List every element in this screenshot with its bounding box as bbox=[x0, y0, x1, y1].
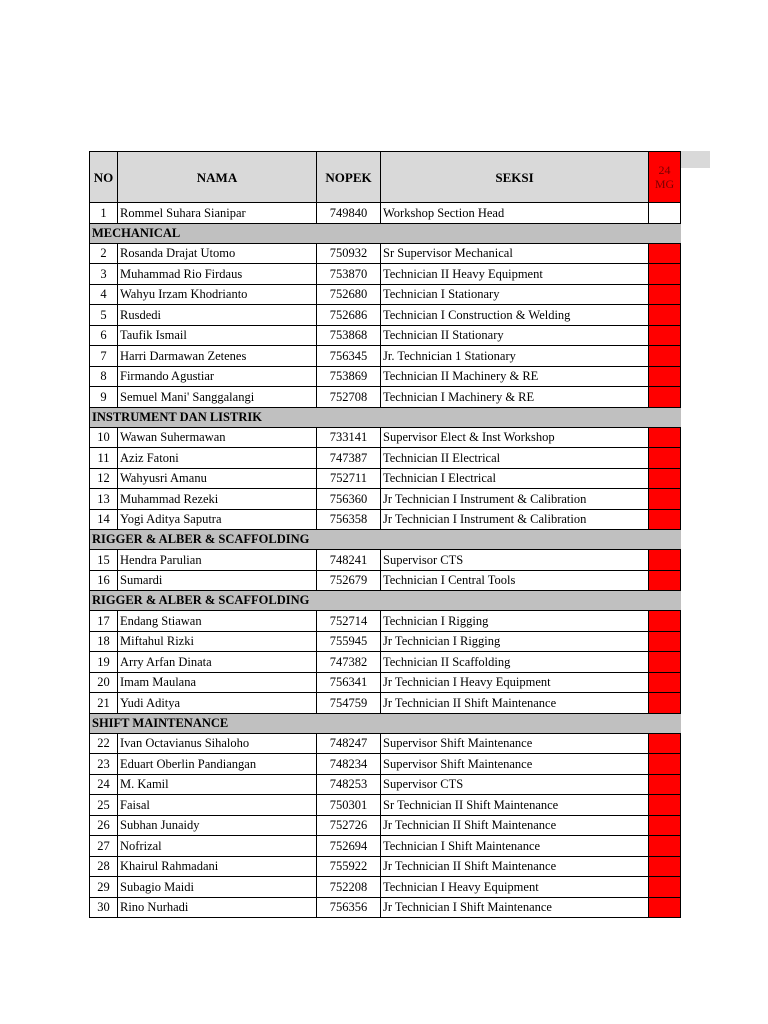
cell-no: 26 bbox=[90, 815, 118, 836]
cell-seksi: Technician I Electrical bbox=[381, 468, 649, 489]
table-row bbox=[90, 570, 681, 591]
section-row bbox=[90, 223, 681, 243]
cell-nopek: 747387 bbox=[317, 448, 381, 469]
cell-nama: Rino Nurhadi bbox=[118, 897, 317, 918]
cell-seksi: Technician II Scaffolding bbox=[381, 652, 649, 673]
cell-no: 8 bbox=[90, 366, 118, 387]
table-row bbox=[90, 325, 681, 346]
table-row bbox=[90, 366, 681, 387]
cell-nama: Semuel Mani' Sanggalangi bbox=[118, 387, 317, 408]
cell-nama: Yudi Aditya bbox=[118, 693, 317, 714]
cell-no: 24 bbox=[90, 774, 118, 795]
cell-nopek: 753868 bbox=[317, 325, 381, 346]
cell-nopek: 753870 bbox=[317, 264, 381, 285]
table-row bbox=[90, 693, 681, 714]
status-flag-cell bbox=[649, 387, 681, 408]
status-flag-cell bbox=[649, 795, 681, 816]
cell-nama: Sumardi bbox=[118, 570, 317, 591]
section-label: RIGGER & ALBER & SCAFFOLDING bbox=[90, 591, 649, 611]
cell-nopek: 752686 bbox=[317, 305, 381, 326]
cell-nopek: 750932 bbox=[317, 243, 381, 264]
cell-seksi: Technician II Heavy Equipment bbox=[381, 264, 649, 285]
status-flag-cell bbox=[649, 325, 681, 346]
table-row bbox=[90, 631, 681, 652]
cell-nopek: 748234 bbox=[317, 754, 381, 775]
table-row bbox=[90, 509, 681, 530]
table-row bbox=[90, 856, 681, 877]
table-row bbox=[90, 795, 681, 816]
cell-seksi: Jr Technician I Rigging bbox=[381, 631, 649, 652]
table-row bbox=[90, 305, 681, 326]
cell-seksi: Jr Technician I Shift Maintenance bbox=[381, 897, 649, 918]
table-row bbox=[90, 203, 681, 224]
cell-seksi: Sr Supervisor Mechanical bbox=[381, 243, 649, 264]
status-flag-cell bbox=[649, 611, 681, 632]
section-flag-cell bbox=[649, 407, 681, 427]
cell-nopek: 754759 bbox=[317, 693, 381, 714]
cell-nopek: 756360 bbox=[317, 489, 381, 510]
cell-nopek: 752708 bbox=[317, 387, 381, 408]
status-flag-cell bbox=[649, 509, 681, 530]
cell-nama: Rommel Suhara Sianipar bbox=[118, 203, 317, 224]
status-flag-cell bbox=[649, 366, 681, 387]
cell-nopek: 753869 bbox=[317, 366, 381, 387]
table-row bbox=[90, 672, 681, 693]
cell-no: 15 bbox=[90, 550, 118, 571]
table-row bbox=[90, 264, 681, 285]
cell-no: 3 bbox=[90, 264, 118, 285]
cell-nopek: 756341 bbox=[317, 672, 381, 693]
cell-seksi: Supervisor Shift Maintenance bbox=[381, 733, 649, 754]
cell-seksi: Technician I Shift Maintenance bbox=[381, 836, 649, 857]
cell-nama: Ivan Octavianus Sihaloho bbox=[118, 733, 317, 754]
cell-nama: Faisal bbox=[118, 795, 317, 816]
cell-nama: Wahyusri Amanu bbox=[118, 468, 317, 489]
cell-nopek: 752726 bbox=[317, 815, 381, 836]
status-flag-cell bbox=[649, 264, 681, 285]
status-flag-cell bbox=[649, 468, 681, 489]
table-row bbox=[90, 815, 681, 836]
cell-nopek: 752694 bbox=[317, 836, 381, 857]
section-label: RIGGER & ALBER & SCAFFOLDING bbox=[90, 530, 649, 550]
cell-seksi: Jr Technician I Instrument & Calibration bbox=[381, 489, 649, 510]
status-flag-cell bbox=[649, 652, 681, 673]
section-flag-cell bbox=[649, 530, 681, 550]
table-row bbox=[90, 611, 681, 632]
table-row bbox=[90, 468, 681, 489]
cell-seksi: Jr Technician I Instrument & Calibration bbox=[381, 509, 649, 530]
cell-nama: Miftahul Rizki bbox=[118, 631, 317, 652]
cell-nama: Wahyu Irzam Khodrianto bbox=[118, 284, 317, 305]
cell-no: 29 bbox=[90, 877, 118, 898]
cell-nopek: 748247 bbox=[317, 733, 381, 754]
cell-nama: Muhammad Rio Firdaus bbox=[118, 264, 317, 285]
cell-nama: Harri Darmawan Zetenes bbox=[118, 346, 317, 367]
cell-no: 2 bbox=[90, 243, 118, 264]
section-row bbox=[90, 713, 681, 733]
cell-nopek: 748241 bbox=[317, 550, 381, 571]
cell-seksi: Technician II Stationary bbox=[381, 325, 649, 346]
status-flag-cell bbox=[649, 203, 681, 224]
cell-no: 12 bbox=[90, 468, 118, 489]
cell-no: 23 bbox=[90, 754, 118, 775]
status-flag-cell bbox=[649, 427, 681, 448]
cell-no: 27 bbox=[90, 836, 118, 857]
header-nopek: NOPEK bbox=[317, 152, 381, 203]
cell-nama: Firmando Agustiar bbox=[118, 366, 317, 387]
cell-no: 17 bbox=[90, 611, 118, 632]
header-no: NO bbox=[90, 152, 118, 203]
cell-nopek: 755922 bbox=[317, 856, 381, 877]
cell-no: 16 bbox=[90, 570, 118, 591]
cell-nama: Taufik Ismail bbox=[118, 325, 317, 346]
cell-seksi: Jr. Technician 1 Stationary bbox=[381, 346, 649, 367]
cell-nama: Rusdedi bbox=[118, 305, 317, 326]
status-flag-cell bbox=[649, 570, 681, 591]
cell-nopek: 752679 bbox=[317, 570, 381, 591]
status-flag-cell bbox=[649, 672, 681, 693]
table-row bbox=[90, 346, 681, 367]
cell-nama: Nofrizal bbox=[118, 836, 317, 857]
cell-seksi: Jr Technician II Shift Maintenance bbox=[381, 693, 649, 714]
header-extension-bar bbox=[680, 151, 710, 168]
cell-nama: Eduart Oberlin Pandiangan bbox=[118, 754, 317, 775]
table-row bbox=[90, 489, 681, 510]
cell-nopek: 747382 bbox=[317, 652, 381, 673]
table-row bbox=[90, 897, 681, 918]
cell-seksi: Jr Technician II Shift Maintenance bbox=[381, 815, 649, 836]
cell-no: 28 bbox=[90, 856, 118, 877]
table-row bbox=[90, 387, 681, 408]
cell-nama: Subagio Maidi bbox=[118, 877, 317, 898]
cell-no: 22 bbox=[90, 733, 118, 754]
status-flag-cell bbox=[649, 243, 681, 264]
header-nama: NAMA bbox=[118, 152, 317, 203]
cell-no: 1 bbox=[90, 203, 118, 224]
cell-nama: Hendra Parulian bbox=[118, 550, 317, 571]
cell-no: 10 bbox=[90, 427, 118, 448]
cell-seksi: Supervisor CTS bbox=[381, 550, 649, 571]
cell-nama: M. Kamil bbox=[118, 774, 317, 795]
cell-nama: Yogi Aditya Saputra bbox=[118, 509, 317, 530]
table-row bbox=[90, 774, 681, 795]
status-flag-cell bbox=[649, 284, 681, 305]
cell-nama: Khairul Rahmadani bbox=[118, 856, 317, 877]
cell-no: 18 bbox=[90, 631, 118, 652]
cell-no: 4 bbox=[90, 284, 118, 305]
table-row bbox=[90, 652, 681, 673]
cell-seksi: Technician I Machinery & RE bbox=[381, 387, 649, 408]
section-flag-cell bbox=[649, 223, 681, 243]
header-flag: 24 MG bbox=[649, 152, 681, 203]
cell-nopek: 733141 bbox=[317, 427, 381, 448]
table-row bbox=[90, 733, 681, 754]
cell-nopek: 755945 bbox=[317, 631, 381, 652]
status-flag-cell bbox=[649, 693, 681, 714]
section-label: INSTRUMENT DAN LISTRIK bbox=[90, 407, 649, 427]
section-label: SHIFT MAINTENANCE bbox=[90, 713, 649, 733]
table-row bbox=[90, 550, 681, 571]
status-flag-cell bbox=[649, 631, 681, 652]
status-flag-cell bbox=[649, 346, 681, 367]
cell-seksi: Technician I Rigging bbox=[381, 611, 649, 632]
cell-nopek: 752711 bbox=[317, 468, 381, 489]
cell-nama: Arry Arfan Dinata bbox=[118, 652, 317, 673]
cell-no: 11 bbox=[90, 448, 118, 469]
cell-seksi: Technician I Central Tools bbox=[381, 570, 649, 591]
header-row bbox=[90, 152, 681, 203]
header-seksi: SEKSI bbox=[381, 152, 649, 203]
section-row bbox=[90, 591, 681, 611]
table-row bbox=[90, 448, 681, 469]
cell-seksi: Jr Technician II Shift Maintenance bbox=[381, 856, 649, 877]
status-flag-cell bbox=[649, 550, 681, 571]
cell-no: 5 bbox=[90, 305, 118, 326]
cell-seksi: Technician I Heavy Equipment bbox=[381, 877, 649, 898]
cell-nopek: 749840 bbox=[317, 203, 381, 224]
cell-nama: Imam Maulana bbox=[118, 672, 317, 693]
personnel-table bbox=[89, 151, 681, 918]
cell-nopek: 756345 bbox=[317, 346, 381, 367]
table-row bbox=[90, 836, 681, 857]
cell-no: 14 bbox=[90, 509, 118, 530]
status-flag-cell bbox=[649, 836, 681, 857]
status-flag-cell bbox=[649, 856, 681, 877]
section-row bbox=[90, 530, 681, 550]
cell-nopek: 748253 bbox=[317, 774, 381, 795]
status-flag-cell bbox=[649, 815, 681, 836]
section-flag-cell bbox=[649, 713, 681, 733]
cell-no: 25 bbox=[90, 795, 118, 816]
section-row bbox=[90, 407, 681, 427]
cell-seksi: Supervisor CTS bbox=[381, 774, 649, 795]
cell-no: 21 bbox=[90, 693, 118, 714]
cell-seksi: Technician I Stationary bbox=[381, 284, 649, 305]
cell-no: 6 bbox=[90, 325, 118, 346]
cell-seksi: Supervisor Shift Maintenance bbox=[381, 754, 649, 775]
cell-nama: Wawan Suhermawan bbox=[118, 427, 317, 448]
table-row bbox=[90, 243, 681, 264]
table-row bbox=[90, 284, 681, 305]
cell-nopek: 752208 bbox=[317, 877, 381, 898]
cell-nama: Subhan Junaidy bbox=[118, 815, 317, 836]
section-flag-cell bbox=[649, 591, 681, 611]
status-flag-cell bbox=[649, 305, 681, 326]
table-row bbox=[90, 877, 681, 898]
status-flag-cell bbox=[649, 877, 681, 898]
cell-seksi: Sr Technician II Shift Maintenance bbox=[381, 795, 649, 816]
cell-no: 19 bbox=[90, 652, 118, 673]
cell-nama: Muhammad Rezeki bbox=[118, 489, 317, 510]
status-flag-cell bbox=[649, 897, 681, 918]
table-row bbox=[90, 427, 681, 448]
table-row bbox=[90, 754, 681, 775]
cell-no: 7 bbox=[90, 346, 118, 367]
cell-no: 13 bbox=[90, 489, 118, 510]
cell-nopek: 756356 bbox=[317, 897, 381, 918]
status-flag-cell bbox=[649, 448, 681, 469]
cell-nopek: 752714 bbox=[317, 611, 381, 632]
cell-seksi: Technician II Machinery & RE bbox=[381, 366, 649, 387]
cell-seksi: Technician I Construction & Welding bbox=[381, 305, 649, 326]
status-flag-cell bbox=[649, 754, 681, 775]
cell-seksi: Supervisor Elect & Inst Workshop bbox=[381, 427, 649, 448]
status-flag-cell bbox=[649, 489, 681, 510]
status-flag-cell bbox=[649, 774, 681, 795]
cell-seksi: Jr Technician I Heavy Equipment bbox=[381, 672, 649, 693]
cell-no: 9 bbox=[90, 387, 118, 408]
cell-seksi: Workshop Section Head bbox=[381, 203, 649, 224]
cell-seksi: Technician II Electrical bbox=[381, 448, 649, 469]
section-label: MECHANICAL bbox=[90, 223, 649, 243]
cell-nama: Endang Stiawan bbox=[118, 611, 317, 632]
cell-nama: Aziz Fatoni bbox=[118, 448, 317, 469]
cell-nopek: 756358 bbox=[317, 509, 381, 530]
cell-nama: Rosanda Drajat Utomo bbox=[118, 243, 317, 264]
cell-no: 20 bbox=[90, 672, 118, 693]
cell-nopek: 750301 bbox=[317, 795, 381, 816]
cell-nopek: 752680 bbox=[317, 284, 381, 305]
status-flag-cell bbox=[649, 733, 681, 754]
cell-no: 30 bbox=[90, 897, 118, 918]
